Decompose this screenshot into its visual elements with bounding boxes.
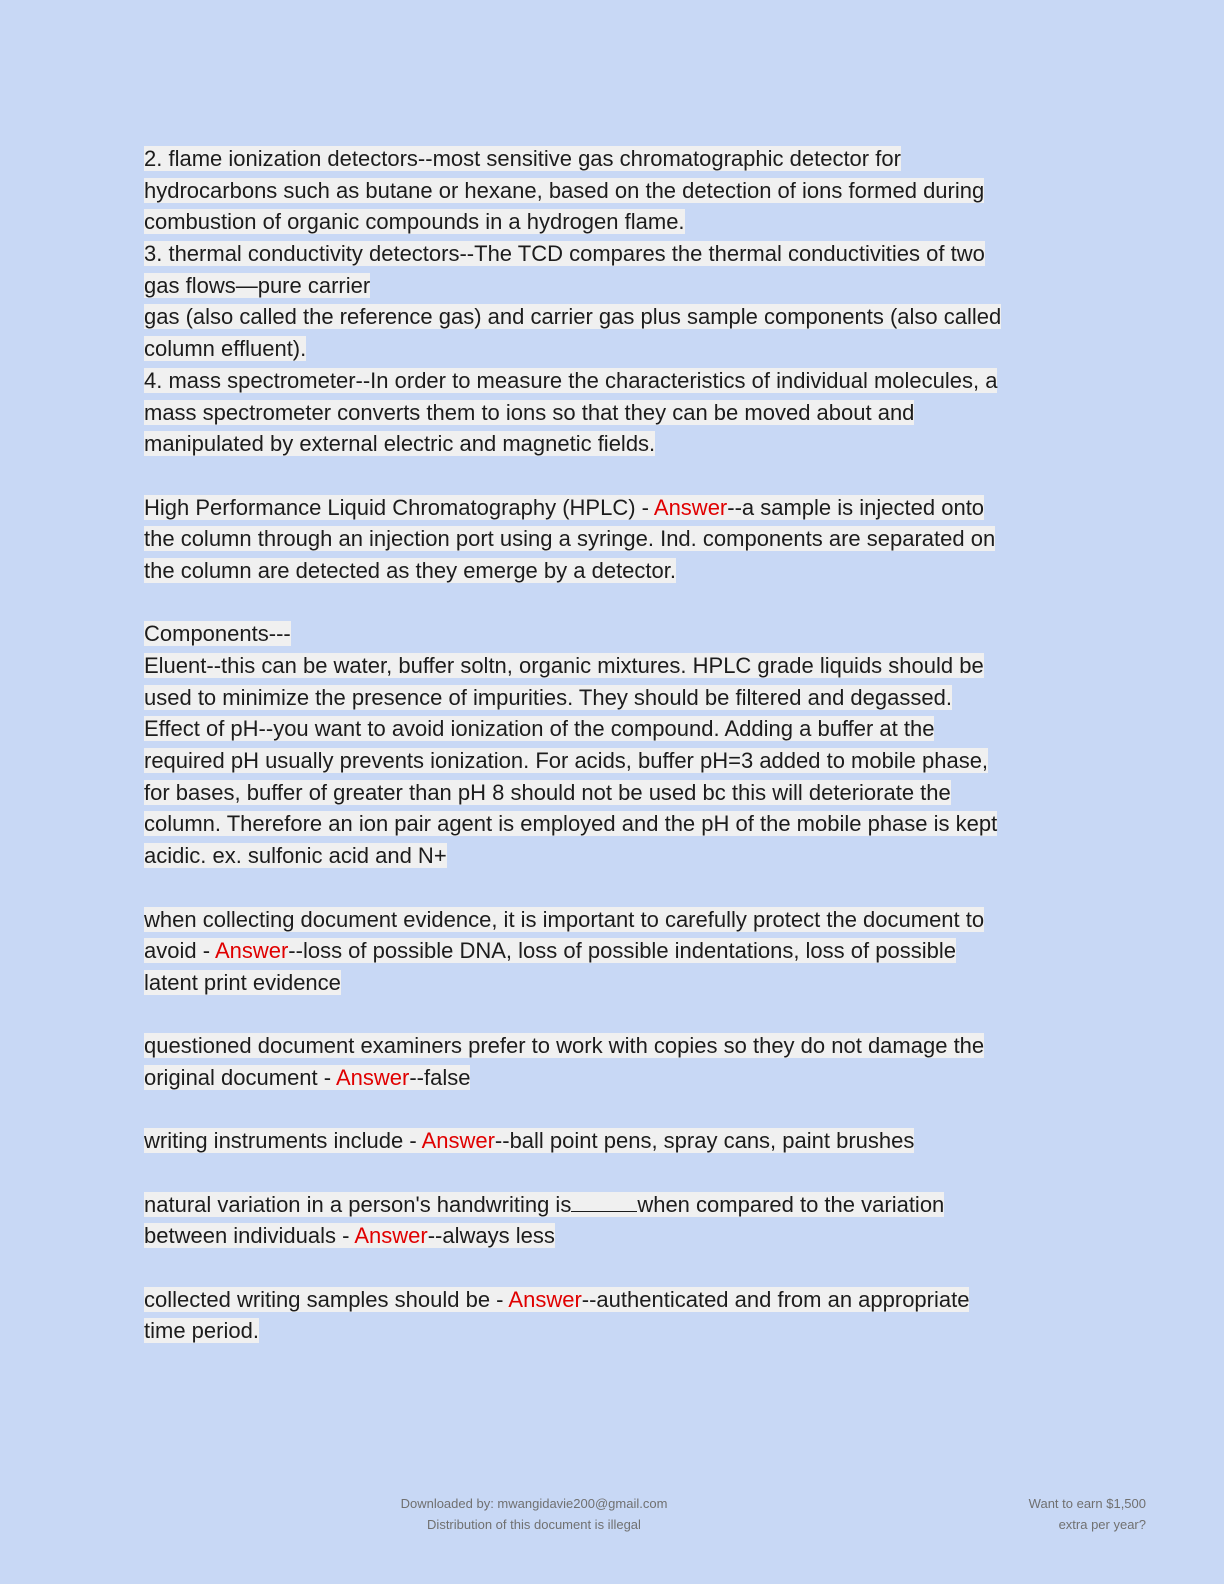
line-text: Eluent--this can be water, buffer soltn, organic mixtures. HPLC grade liquids should be (144, 653, 984, 678)
promo-line-2[interactable]: extra per year? (1058, 1517, 1146, 1532)
answer-label: Answer (508, 1286, 582, 1312)
answer-text: --always less (427, 1223, 555, 1249)
text-line (144, 650, 1084, 682)
fill-in-blank (571, 1191, 637, 1212)
text-line (144, 492, 1084, 524)
answer-text: --a sample is injected onto (727, 494, 985, 520)
line-text: mass spectrometer converts them to ions so that they can be moved about and (144, 399, 915, 425)
text-line (144, 397, 1084, 429)
line-text: questioned document examiners prefer to work with copies so they do not damage the (144, 1033, 985, 1059)
text-line (144, 777, 1084, 809)
line-text: 4. mass spectrometer--In order to measure the characteristics of individual molecules, a (144, 367, 998, 393)
answer-label: Answer (336, 1064, 410, 1090)
line-text: for bases, buffer of greater than pH 8 should not be used bc this will deteriorate the (144, 779, 951, 805)
answer-text: --loss of possible DNA, loss of possible indentations, loss of possible (288, 938, 956, 964)
line-text (144, 1223, 555, 1248)
text-line (144, 1220, 1084, 1252)
answer-label: Answer (421, 1128, 495, 1154)
text-line (144, 1284, 1084, 1316)
answer-text: --ball point pens, spray cans, paint brushes (494, 1128, 915, 1154)
question-text: when compared to the variation (637, 1191, 945, 1217)
text-line (144, 967, 1084, 999)
text-line (144, 238, 1084, 270)
line-text: the column are detected as they emerge by a detector. (144, 557, 676, 583)
line-text: used to minimize the presence of impurities. They should be filtered and degassed. (144, 684, 952, 710)
text-line (144, 904, 1084, 936)
answer-label: Answer (653, 494, 728, 520)
line-text: 2. flame ionization detectors--most sensitive gas chromatographic detector for (144, 146, 901, 171)
text-line (144, 808, 1084, 840)
answer-label: Answer (354, 1223, 428, 1249)
line-text (144, 938, 956, 963)
distribution-notice: Distribution of this document is illegal (427, 1517, 641, 1532)
line-text: gas (also called the reference gas) and carrier gas plus sample components (also called (144, 304, 1002, 330)
text-line (144, 618, 1084, 650)
answer-text: --false (409, 1064, 471, 1090)
text-line (144, 523, 1084, 555)
text-line (144, 1062, 1084, 1094)
line-text: time period. (144, 1318, 259, 1344)
text-line (144, 555, 1084, 587)
blank-line (144, 1157, 1084, 1189)
blank-line (144, 872, 1084, 904)
question-text: between individuals - (144, 1223, 355, 1249)
question-text: natural variation in a person's handwriting is (144, 1191, 572, 1217)
text-line (144, 1030, 1084, 1062)
line-text: required pH usually prevents ionization. For acids, buffer pH=3 added to mobile phase, (144, 748, 989, 774)
text-line (144, 682, 1084, 714)
text-line (144, 428, 1084, 460)
blank-line (144, 999, 1084, 1031)
line-text: gas flows—pure carrier (144, 272, 371, 298)
text-line (144, 270, 1084, 302)
text-line (144, 206, 1084, 238)
blank-line (144, 460, 1084, 492)
line-text: column. Therefore an ion pair agent is employed and the pH of the mobile phase is kept (144, 811, 998, 837)
line-text: Effect of pH--you want to avoid ionization of the compound. Adding a buffer at the (144, 716, 935, 742)
promo-line-1[interactable]: Want to earn $1,500 (1028, 1496, 1146, 1511)
text-line (144, 175, 1084, 207)
line-text: manipulated by external electric and magnetic fields. (144, 431, 656, 457)
text-line (144, 143, 1084, 175)
downloaded-by-text: Downloaded by: mwangidavie200@gmail.com (400, 1496, 668, 1511)
line-text: combustion of organic compounds in a hydrogen flame. (144, 209, 685, 235)
question-text: avoid - (144, 938, 215, 964)
line-text: column effluent). (144, 336, 307, 362)
text-line (144, 301, 1084, 333)
line-text: when collecting document evidence, it is important to carefully protect the document to (144, 906, 985, 932)
document-body (144, 143, 1084, 1347)
line-text: 3. thermal conductivity detectors--The TCD compares the thermal conductivities of two (144, 241, 985, 267)
line-text (144, 1192, 944, 1217)
line-text: Components--- (144, 621, 291, 647)
text-line (144, 745, 1084, 777)
answer-text: --authenticated and from an appropriate (581, 1286, 970, 1312)
blank-line (144, 1252, 1084, 1284)
text-line (144, 333, 1084, 365)
text-line (144, 713, 1084, 745)
footer-download-notice (384, 1493, 684, 1535)
text-line (144, 365, 1084, 397)
blank-line (144, 587, 1084, 619)
text-line (144, 935, 1084, 967)
line-text (144, 495, 984, 520)
text-line (144, 1125, 1084, 1157)
line-text: the column through an injection port using a syringe. Ind. components are separated on (144, 526, 996, 552)
line-text (144, 1065, 470, 1090)
blank-line (144, 1094, 1084, 1126)
text-line (144, 1189, 1084, 1221)
line-text: latent print evidence (144, 969, 341, 995)
line-text: acidic. ex. sulfonic acid and N+ (144, 843, 447, 869)
question-text: collected writing samples should be - (144, 1286, 509, 1312)
question-text: High Performance Liquid Chromatography (HPLC) - (144, 494, 654, 520)
line-text (144, 1287, 969, 1312)
question-text: writing instruments include - (144, 1128, 422, 1154)
answer-label: Answer (214, 938, 289, 964)
line-text (144, 1128, 914, 1153)
footer-promo[interactable] (950, 1493, 1146, 1535)
question-text: original document - (144, 1064, 336, 1090)
text-line (144, 840, 1084, 872)
text-line (144, 1315, 1084, 1347)
line-text: hydrocarbons such as butane or hexane, based on the detection of ions formed during (144, 177, 985, 203)
